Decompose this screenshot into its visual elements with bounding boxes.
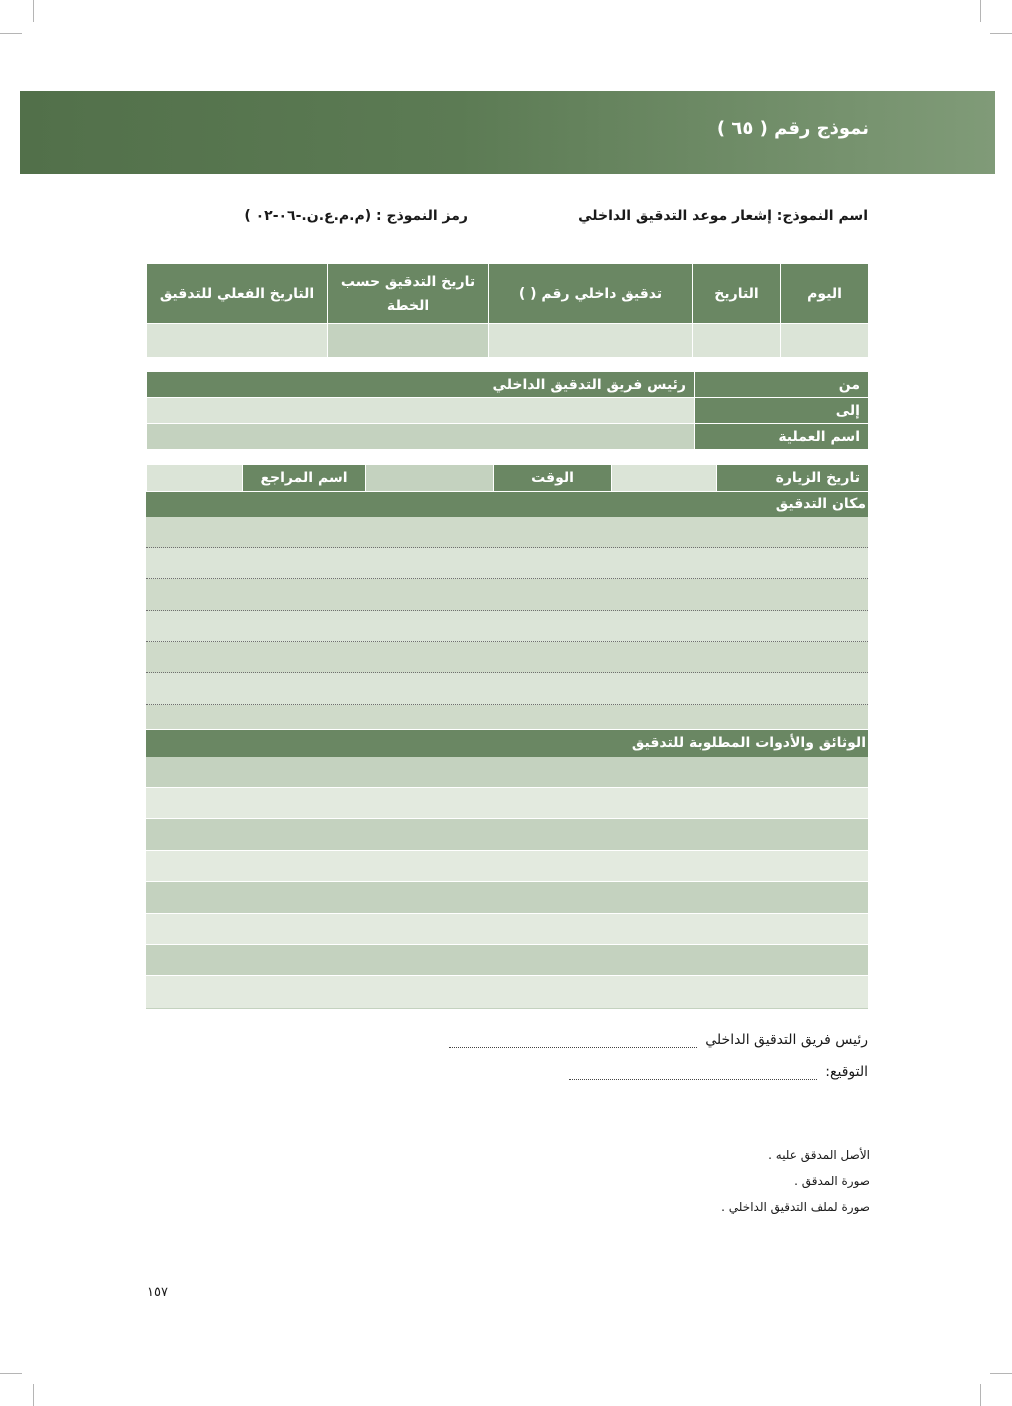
- day-cell[interactable]: [781, 324, 869, 358]
- audit-number-cell[interactable]: [489, 324, 693, 358]
- location-line[interactable]: [146, 611, 868, 642]
- document-row[interactable]: [146, 882, 868, 914]
- documents-label: الوثائق والأدوات المطلوبة للتدقيق: [146, 730, 868, 757]
- from-value: رئيس فريق التدقيق الداخلي: [147, 372, 695, 398]
- crop-mark: [33, 0, 34, 22]
- header-actual-date: التاريخ الفعلي للتدقيق: [147, 264, 328, 324]
- to-field[interactable]: [147, 398, 695, 424]
- form-banner: [20, 91, 995, 174]
- distribution-item: صورة المدقق .: [794, 1174, 870, 1188]
- document-row[interactable]: [146, 914, 868, 945]
- process-label: اسم العملية: [695, 424, 869, 450]
- reviewer-field[interactable]: [147, 465, 243, 492]
- document-row[interactable]: [146, 819, 868, 851]
- location-line[interactable]: [146, 673, 868, 705]
- document-row[interactable]: [146, 976, 868, 1009]
- schedule-table: [146, 263, 868, 358]
- crop-mark: [980, 1384, 981, 1406]
- to-label: إلى: [695, 398, 869, 424]
- header-planned-date: تاريخ التدقيق حسب الخطة: [328, 264, 489, 324]
- distribution-item: صورة لملف التدقيق الداخلي .: [721, 1200, 870, 1214]
- lead-auditor-label: رئيس فريق التدقيق الداخلي: [705, 1032, 868, 1048]
- header-date: التاريخ: [693, 264, 781, 324]
- signature-field[interactable]: [569, 1079, 817, 1080]
- lead-auditor-field[interactable]: [449, 1047, 697, 1048]
- header-day: اليوم: [781, 264, 869, 324]
- visit-table: [146, 464, 868, 492]
- crop-mark: [990, 1373, 1012, 1374]
- planned-date-cell[interactable]: [328, 324, 489, 358]
- location-label: مكان التدقيق: [146, 492, 868, 517]
- crop-mark: [0, 1373, 22, 1374]
- actual-date-cell[interactable]: [147, 324, 328, 358]
- crop-mark: [980, 0, 981, 22]
- form-code: رمز النموذج : (م.م.ع.ن.-٠٦-٠٢ ): [244, 208, 468, 224]
- location-line[interactable]: [146, 548, 868, 579]
- form-name: اسم النموذج: إشعار موعد التدقيق الداخلي: [578, 208, 868, 224]
- crop-mark: [0, 33, 22, 34]
- page-number: ١٥٧: [147, 1285, 168, 1300]
- visit-date-label: تاريخ الزيارة: [717, 465, 869, 492]
- form-title: نموذج رقم ( ٦٥ ): [716, 118, 869, 139]
- process-field[interactable]: [147, 424, 695, 450]
- signature-line: [569, 1064, 868, 1080]
- document-row[interactable]: [146, 757, 868, 788]
- crop-mark: [33, 1384, 34, 1406]
- time-field[interactable]: [366, 465, 494, 492]
- visit-date-field[interactable]: [612, 465, 717, 492]
- document-row[interactable]: [146, 851, 868, 882]
- from-label: من: [695, 372, 869, 398]
- location-line[interactable]: [146, 517, 868, 548]
- time-label: الوقت: [494, 465, 612, 492]
- document-row[interactable]: [146, 788, 868, 819]
- parties-table: [146, 371, 868, 450]
- signature-label: التوقيع:: [825, 1064, 868, 1080]
- lead-auditor-line: [449, 1032, 868, 1048]
- reviewer-label: اسم المراجع: [243, 465, 366, 492]
- location-line[interactable]: [146, 642, 868, 673]
- date-cell[interactable]: [693, 324, 781, 358]
- distribution-item: الأصل المدقق عليه .: [768, 1148, 870, 1162]
- location-line[interactable]: [146, 579, 868, 611]
- location-line[interactable]: [146, 705, 868, 730]
- document-row[interactable]: [146, 945, 868, 976]
- crop-mark: [990, 33, 1012, 34]
- header-audit-number: تدقيق داخلي رقم ( ): [489, 264, 693, 324]
